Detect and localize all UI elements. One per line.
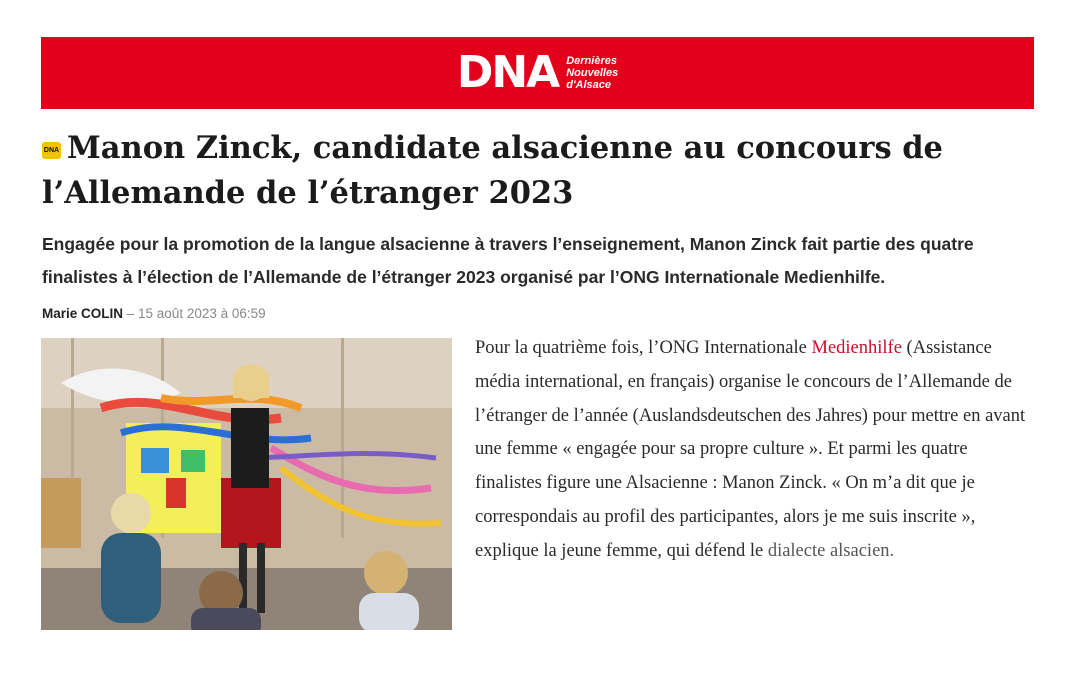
site-header-banner bbox=[41, 37, 1034, 109]
byline bbox=[42, 306, 266, 321]
logo-mark: DNA bbox=[456, 47, 559, 98]
article-title bbox=[42, 126, 1002, 216]
logo-tagline bbox=[566, 55, 618, 91]
article-photo[interactable] bbox=[41, 338, 452, 630]
logo-tagline-line-3: d'Alsace bbox=[566, 79, 612, 91]
photo-illustration bbox=[41, 338, 452, 630]
body-text-part-2: (Assistance média international, en français) organise le concours de l’Allemande de l’étranger de l’année (Auslandsdeutschen des Jahres) pour mettre en avant une femme « engagée pour sa propre culture ». Et parmi les quatre finalistes figure une Alsacienne : Manon Zinck. « On m’a dit que je correspondais au profil des participantes, alors je me suis inscrite », explique la jeune femme, qui défend le bbox=[475, 338, 1026, 561]
dna-badge-icon: DNA bbox=[42, 142, 61, 159]
publish-date: – 15 août 2023 à 06:59 bbox=[123, 306, 266, 321]
article-lead: Engagée pour la promotion de la langue alsacienne à travers l’enseignement, Manon Zinck fait partie des quatre finalistes à l’élection de l’Allemande de l’étranger 2023 organisé par l’ONG Internationale Medienhilfe. bbox=[42, 234, 974, 287]
article-body bbox=[475, 332, 1035, 569]
author-name[interactable]: Marie COLIN bbox=[42, 306, 124, 321]
dna-logo[interactable] bbox=[456, 47, 619, 98]
medienhilfe-link[interactable]: Medienhilfe bbox=[811, 338, 902, 358]
body-text-part-1: Pour la quatrième fois, l’ONG Internationale bbox=[475, 338, 812, 358]
logo-tagline-line-2: Nouvelles bbox=[566, 67, 619, 79]
article-title-text: Manon Zinck, candidate alsacienne au concours de l’Allemande de l’étranger 2023 bbox=[42, 130, 943, 211]
logo-tagline-line-1: Dernières bbox=[566, 55, 617, 67]
body-text-tail: dialecte alsacien. bbox=[767, 540, 895, 561]
